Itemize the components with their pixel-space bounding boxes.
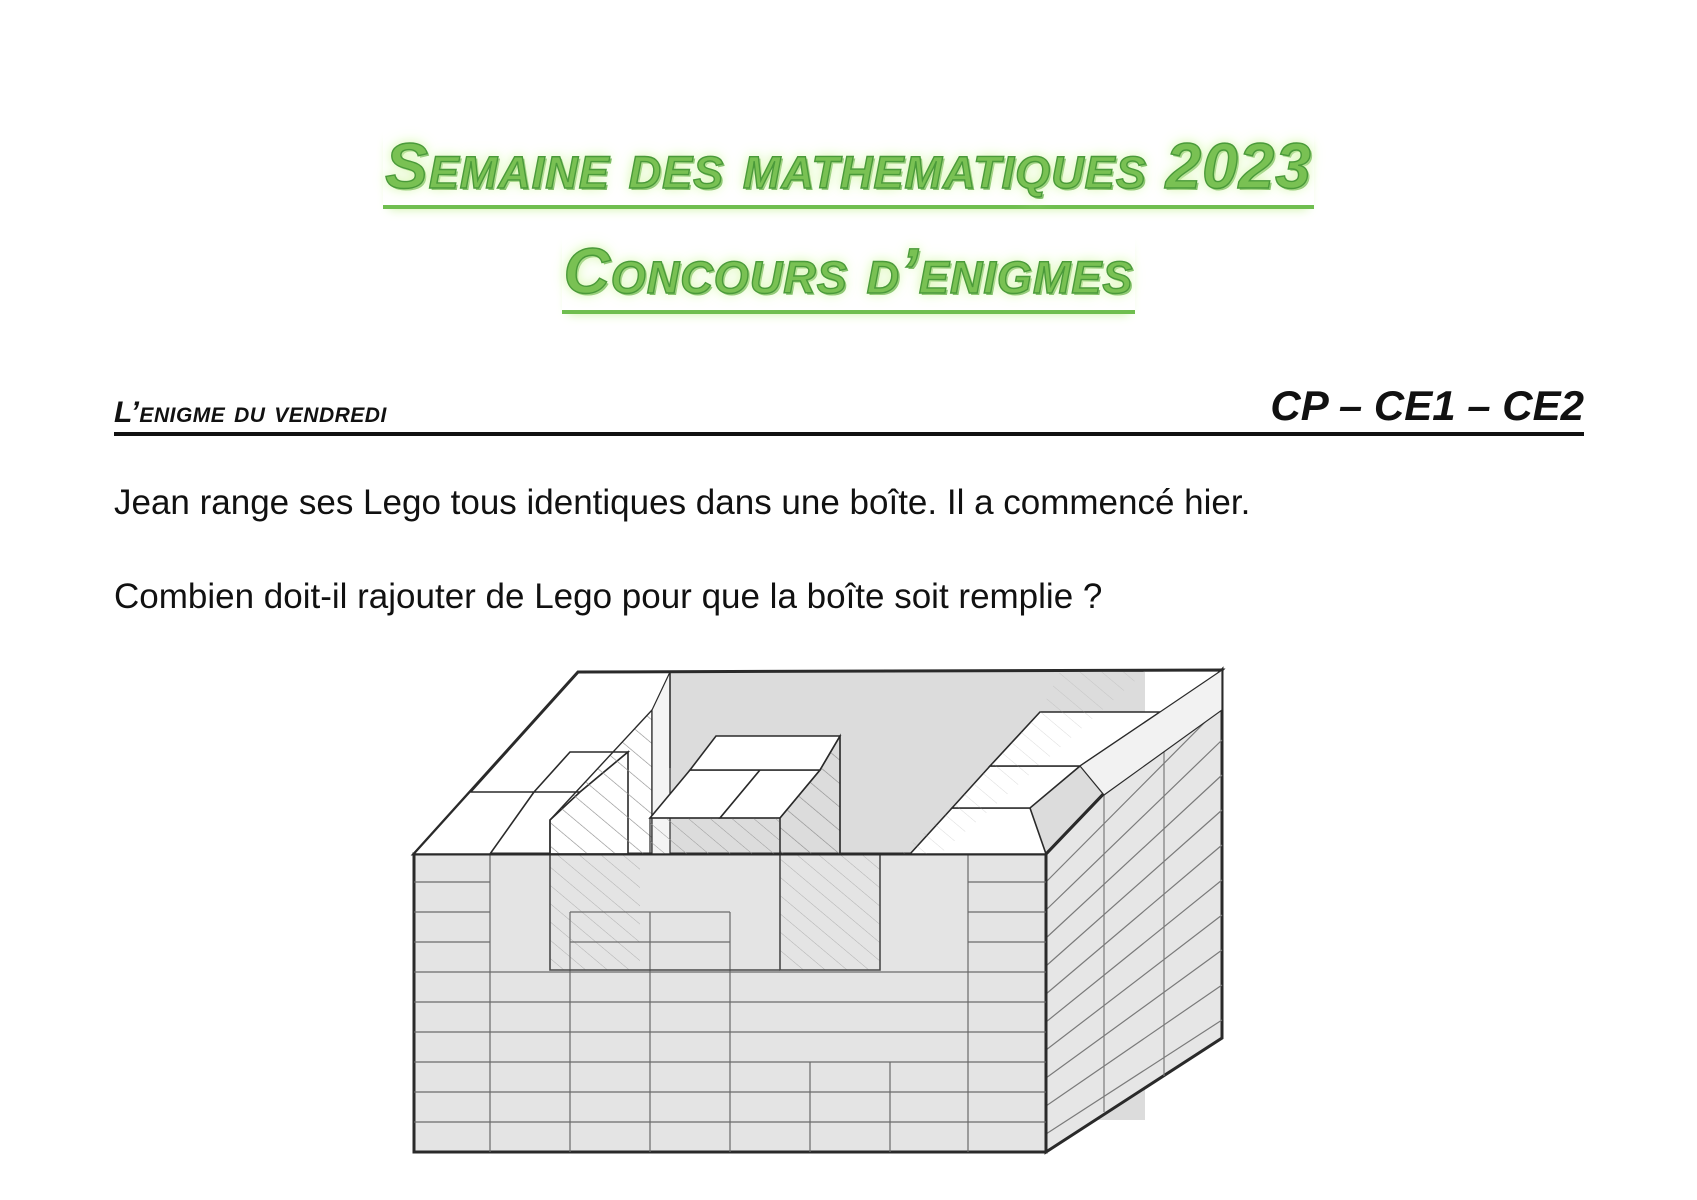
page-subtitle: Concours d’enigmes <box>562 233 1136 314</box>
section-header <box>114 382 1584 436</box>
page-header <box>0 128 1697 314</box>
lego-box-figure <box>400 650 1260 1160</box>
title-row-2 <box>0 223 1697 314</box>
lego-box-drawing-icon <box>400 650 1260 1160</box>
problem-question: Combien doit-il rajouter de Lego pour que la boîte soit remplie ? <box>114 577 1103 616</box>
section-title: L’enigme du vendredi <box>114 396 387 429</box>
title-row-1 <box>0 128 1697 209</box>
problem-statement: Jean range ses Lego tous identiques dans une boîte. Il a commencé hier. <box>114 483 1251 522</box>
grade-levels: CP – CE1 – CE2 <box>1270 382 1584 429</box>
page-title: Semaine des mathematiques 2023 <box>383 128 1314 209</box>
